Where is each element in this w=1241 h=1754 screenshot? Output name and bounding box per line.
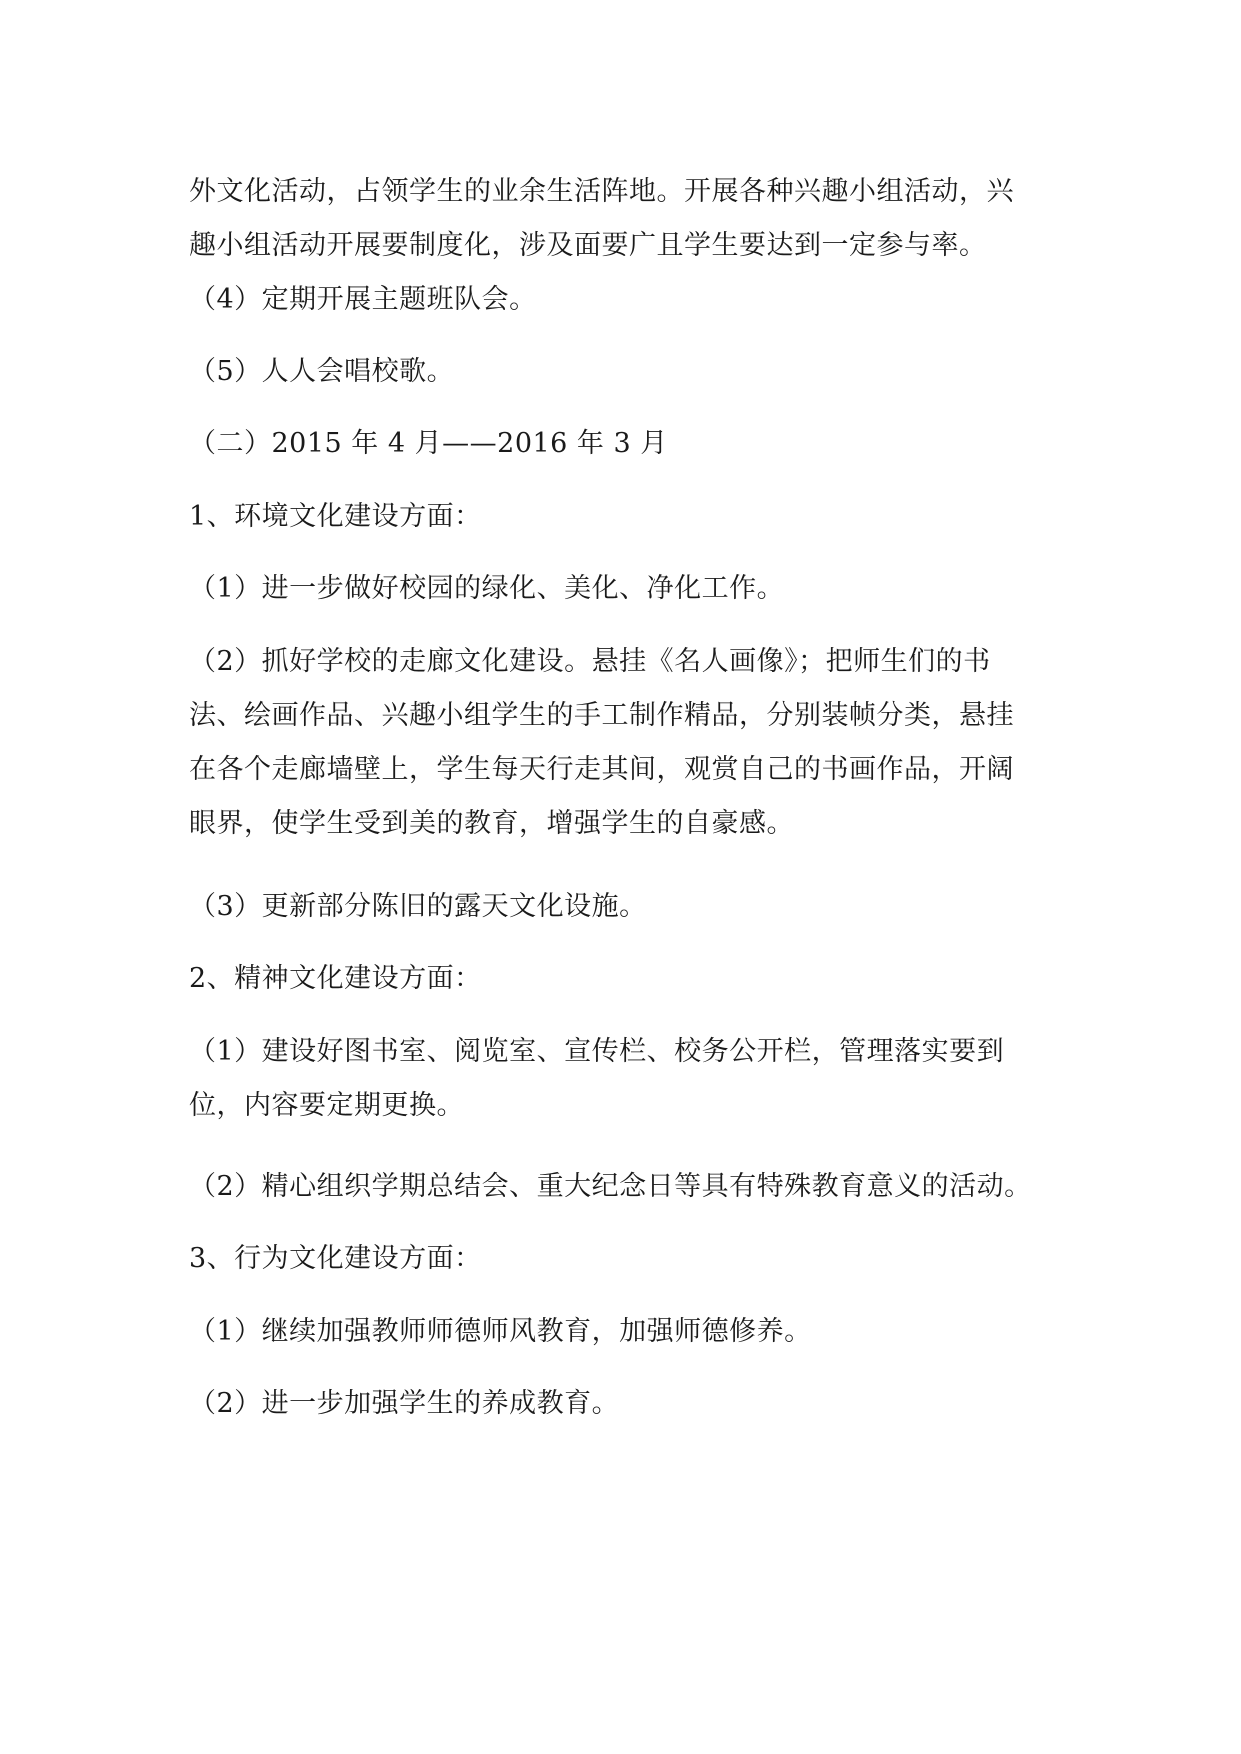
text-line: 在各个走廊墙壁上，学生每天行走其间，观赏自己的书画作品，开阔 [189,754,1014,785]
text-line: （1）建设好图书室、阅览室、宣传栏、校务公开栏，管理落实要到 [189,1036,1005,1067]
text-line: 3、行为文化建设方面： [189,1243,482,1274]
item-greening [189,562,1069,616]
item-student-habits [189,1377,1069,1431]
text-line: （4）定期开展主题班队会。 [189,284,537,315]
text-line: （3）更新部分陈旧的露天文化设施。 [189,891,647,922]
text-line: （2）精心组织学期总结会、重大纪念日等具有特殊教育意义的活动。 [189,1171,1032,1202]
heading-behavior-culture [189,1232,1069,1286]
text-line: 2、精神文化建设方面： [189,963,482,994]
text-line: 眼界，使学生受到美的教育，增强学生的自豪感。 [189,808,794,839]
item-school-song [189,345,1069,399]
text-line: （二）2015 年 4 月——2016 年 3 月 [189,428,668,459]
section-heading-period [189,417,1069,471]
text-line: （2）进一步加强学生的养成教育。 [189,1388,620,1419]
item-theme-meeting [189,273,1069,327]
text-line: 法、绘画作品、兴趣小组学生的手工制作精品，分别装帧分类，悬挂 [189,700,1014,731]
paragraph-library [189,1025,1069,1133]
item-commemorations [189,1160,1069,1214]
text-line: 外文化活动，占领学生的业余生活阵地。开展各种兴趣小组活动，兴 [189,176,1014,207]
text-line: （1）继续加强教师师德师风教育，加强师德修养。 [189,1316,812,1347]
text-line: （2）抓好学校的走廊文化建设。悬挂《名人画像》；把师生们的书 [189,646,991,677]
text-line: （1）进一步做好校园的绿化、美化、净化工作。 [189,573,785,604]
text-line: 1、环境文化建设方面： [189,501,482,532]
item-outdoor-facilities [189,880,1069,934]
heading-environment-culture [189,490,1069,544]
text-line: （5）人人会唱校歌。 [189,356,455,387]
text-line: 位，内容要定期更换。 [189,1090,464,1121]
paragraph-corridor-culture [189,635,1069,851]
paragraph-activities [189,165,1069,273]
text-line: 趣小组活动开展要制度化，涉及面要广且学生要达到一定参与率。 [189,230,987,261]
item-teacher-ethics [189,1305,1069,1359]
heading-spiritual-culture [189,952,1069,1006]
